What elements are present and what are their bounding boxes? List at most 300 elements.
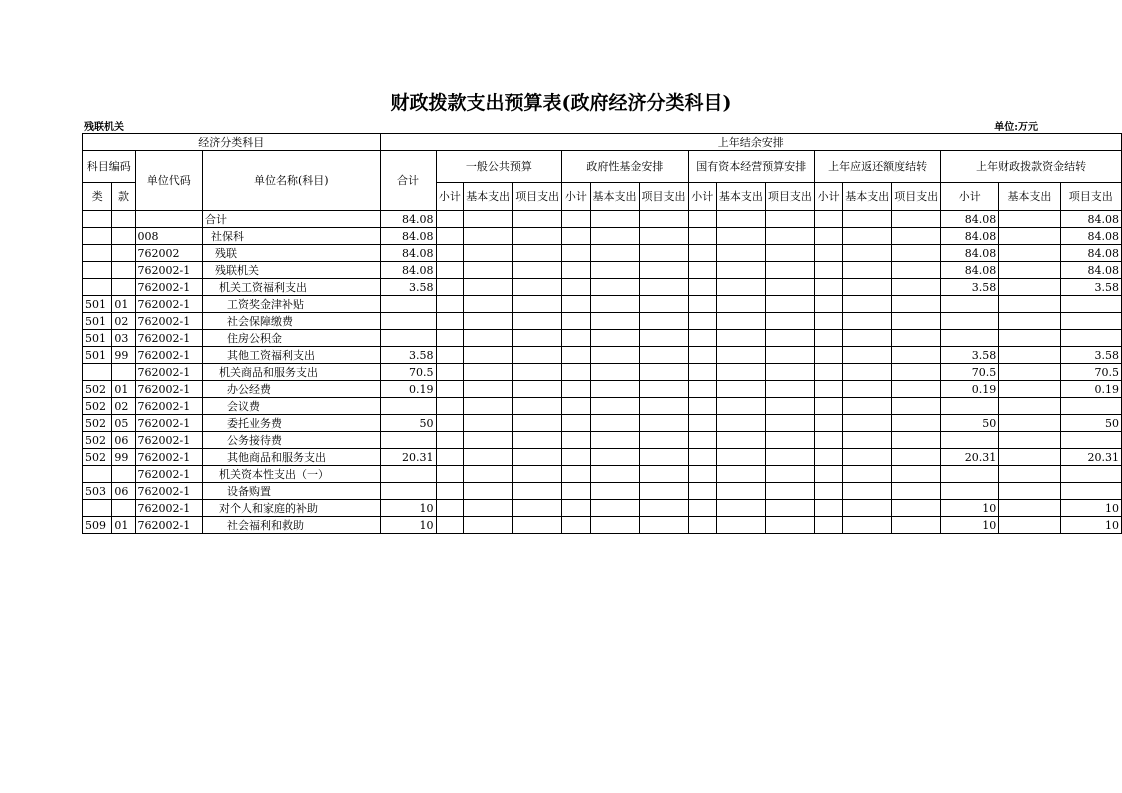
carryover-project-cell [1060,483,1121,500]
lei-cell: 501 [83,347,112,364]
lei-cell [83,364,112,381]
carryover-basic-cell [999,398,1060,415]
unit-name-cell: 机关工资福利支出 [202,279,380,296]
lei-cell [83,466,112,483]
empty-cell [688,211,716,228]
header-row-1 [83,134,1122,151]
empty-cell [590,347,639,364]
empty-cell [436,347,464,364]
empty-cell [843,466,892,483]
carryover-basic-cell [999,245,1060,262]
total-cell: 50 [380,415,436,432]
empty-cell [716,296,765,313]
empty-cell [843,347,892,364]
empty-cell [814,262,842,279]
empty-cell [513,500,562,517]
empty-cell [562,279,590,296]
empty-cell [464,211,513,228]
empty-cell [562,245,590,262]
carryover-subtotal-cell: 84.08 [941,262,999,279]
empty-cell [639,279,688,296]
empty-cell [639,262,688,279]
empty-cell [765,415,814,432]
empty-cell [765,279,814,296]
unit-name-cell: 委托业务费 [202,415,380,432]
empty-cell [436,466,464,483]
table-row [83,211,1122,228]
empty-cell [562,347,590,364]
empty-cell [814,466,842,483]
empty-cell [814,245,842,262]
empty-cell [892,398,941,415]
empty-cell [814,381,842,398]
empty-cell [464,364,513,381]
kuan-cell: 01 [112,381,135,398]
empty-cell [843,313,892,330]
empty-cell [892,432,941,449]
empty-cell [464,279,513,296]
carryover-basic-cell [999,330,1060,347]
empty-cell [765,313,814,330]
empty-cell [436,330,464,347]
empty-cell [843,500,892,517]
empty-cell [843,398,892,415]
carryover-project-cell: 84.08 [1060,211,1121,228]
kuan-cell [112,364,135,381]
carryover-project-cell: 84.08 [1060,245,1121,262]
unit-code-cell: 762002 [135,245,202,262]
empty-cell [639,483,688,500]
unit-name-cell: 社会保障缴费 [202,313,380,330]
lei-cell: 501 [83,313,112,330]
organization-label: 残联机关 [84,122,124,133]
empty-cell [765,500,814,517]
empty-cell [513,483,562,500]
empty-cell [436,483,464,500]
carryover-basic-cell [999,432,1060,449]
empty-cell [639,517,688,534]
empty-cell [765,296,814,313]
empty-cell [562,398,590,415]
general-subtotal-header: 小计 [436,183,464,211]
kuan-cell: 03 [112,330,135,347]
carryover-subtotal-cell [941,313,999,330]
table-row [83,517,1122,534]
empty-cell [590,262,639,279]
empty-cell [814,364,842,381]
unit-code-cell: 762002-1 [135,381,202,398]
carryover-subtotal-cell [941,296,999,313]
empty-cell [464,449,513,466]
unit-name-cell: 住房公积金 [202,330,380,347]
unit-code-cell: 762002-1 [135,517,202,534]
empty-cell [436,313,464,330]
carryover-project-cell: 20.31 [1060,449,1121,466]
unit-name-cell: 会议费 [202,398,380,415]
empty-cell [639,398,688,415]
empty-cell [892,517,941,534]
unit-name-cell: 对个人和家庭的补助 [202,500,380,517]
carryover-subtotal-cell: 84.08 [941,211,999,228]
carryover-project-cell: 10 [1060,500,1121,517]
empty-cell [688,449,716,466]
total-cell: 84.08 [380,262,436,279]
empty-cell [562,415,590,432]
empty-cell [639,228,688,245]
lei-cell: 503 [83,483,112,500]
table-row [83,347,1122,364]
carryover-basic-cell [999,364,1060,381]
empty-cell [562,228,590,245]
empty-cell [513,364,562,381]
lei-cell: 502 [83,449,112,466]
carryover-project-cell: 3.58 [1060,347,1121,364]
empty-cell [688,347,716,364]
empty-cell [513,466,562,483]
empty-cell [716,432,765,449]
kuan-cell [112,466,135,483]
carryover-basic-cell [999,517,1060,534]
empty-cell [688,381,716,398]
carryover-project-cell: 50 [1060,415,1121,432]
empty-cell [688,432,716,449]
empty-cell [464,432,513,449]
unit-name-cell: 办公经费 [202,381,380,398]
table-row [83,364,1122,381]
table-row [83,432,1122,449]
empty-cell [436,364,464,381]
empty-cell [892,262,941,279]
empty-cell [562,517,590,534]
empty-cell [892,245,941,262]
empty-cell [562,466,590,483]
empty-cell [892,313,941,330]
empty-cell [843,415,892,432]
empty-cell [892,449,941,466]
empty-cell [716,398,765,415]
empty-cell [513,245,562,262]
table-row [83,415,1122,432]
empty-cell [814,313,842,330]
empty-cell [513,381,562,398]
unit-code-cell: 762002-1 [135,483,202,500]
fund-basic-header: 基本支出 [590,183,639,211]
carryover-basic-cell [999,347,1060,364]
empty-cell [688,228,716,245]
empty-cell [765,449,814,466]
empty-cell [639,381,688,398]
empty-cell [843,364,892,381]
carryover-project-cell [1060,398,1121,415]
refund-project-header: 项目支出 [892,183,941,211]
unit-code-cell: 762002-1 [135,313,202,330]
empty-cell [814,500,842,517]
empty-cell [464,313,513,330]
empty-cell [464,466,513,483]
total-cell: 0.19 [380,381,436,398]
empty-cell [590,466,639,483]
lei-cell [83,245,112,262]
empty-cell [639,245,688,262]
carryover-basic-cell [999,313,1060,330]
empty-cell [590,381,639,398]
empty-cell [513,398,562,415]
empty-cell [814,279,842,296]
empty-cell [464,398,513,415]
lei-cell: 502 [83,398,112,415]
unit-name-header: 单位名称(科目) [202,151,380,211]
empty-cell [436,449,464,466]
empty-cell [814,330,842,347]
carryover-project-header: 项目支出 [1060,183,1121,211]
empty-cell [688,330,716,347]
empty-cell [716,347,765,364]
empty-cell [464,245,513,262]
empty-cell [892,381,941,398]
empty-cell [639,296,688,313]
table-row [83,279,1122,296]
econ-group-header: 经济分类科目 [83,134,381,151]
table-row [83,228,1122,245]
empty-cell [464,381,513,398]
empty-cell [814,449,842,466]
empty-cell [513,228,562,245]
carryover-project-cell: 0.19 [1060,381,1121,398]
empty-cell [843,483,892,500]
empty-cell [590,415,639,432]
carryover-basic-cell [999,415,1060,432]
carryover-project-cell: 84.08 [1060,228,1121,245]
empty-cell [765,330,814,347]
carryover-basic-cell [999,296,1060,313]
empty-cell [688,364,716,381]
empty-cell [843,432,892,449]
total-cell: 10 [380,500,436,517]
empty-cell [814,415,842,432]
subject-code-header: 科目编码 [83,151,136,183]
carryover-subtotal-cell: 3.58 [941,347,999,364]
table-row [83,381,1122,398]
empty-cell [590,245,639,262]
kuan-cell: 05 [112,415,135,432]
empty-cell [436,228,464,245]
empty-cell [590,398,639,415]
empty-cell [513,415,562,432]
empty-cell [688,279,716,296]
empty-cell [892,228,941,245]
empty-cell [843,279,892,296]
budget-table [82,133,1122,534]
carryover-basic-cell [999,262,1060,279]
empty-cell [464,296,513,313]
carryover-basic-cell [999,466,1060,483]
total-cell [380,313,436,330]
carryover-subtotal-cell: 84.08 [941,228,999,245]
carryover-basic-cell [999,449,1060,466]
empty-cell [562,449,590,466]
carryover-project-cell: 70.5 [1060,364,1121,381]
empty-cell [562,432,590,449]
empty-cell [513,211,562,228]
lei-cell: 502 [83,381,112,398]
kuan-cell: 99 [112,347,135,364]
empty-cell [513,449,562,466]
empty-cell [716,466,765,483]
empty-cell [843,228,892,245]
total-cell: 70.5 [380,364,436,381]
empty-cell [765,211,814,228]
total-header: 合计 [380,151,436,211]
empty-cell [843,245,892,262]
lei-cell: 501 [83,330,112,347]
empty-cell [688,517,716,534]
empty-cell [892,483,941,500]
unit-name-cell: 社会福利和救助 [202,517,380,534]
kuan-cell [112,228,135,245]
empty-cell [562,296,590,313]
empty-cell [892,347,941,364]
unit-name-cell: 残联 [202,245,380,262]
carryover-basic-header: 基本支出 [999,183,1060,211]
empty-cell [765,228,814,245]
carryover-project-cell: 10 [1060,517,1121,534]
kuan-cell [112,279,135,296]
unit-code-cell: 762002-1 [135,398,202,415]
empty-cell [814,517,842,534]
lei-cell [83,262,112,279]
gov-fund-header: 政府性基金安排 [562,151,688,183]
unit-code-cell: 762002-1 [135,466,202,483]
carryover-basic-cell [999,500,1060,517]
empty-cell [892,466,941,483]
empty-cell [590,432,639,449]
prev-group-header: 上年结余安排 [380,134,1121,151]
empty-cell [716,500,765,517]
empty-cell [716,330,765,347]
unit-name-cell: 社保科 [202,228,380,245]
table-row [83,262,1122,279]
empty-cell [464,347,513,364]
kuan-cell [112,262,135,279]
general-basic-header: 基本支出 [464,183,513,211]
empty-cell [843,381,892,398]
empty-cell [814,398,842,415]
total-cell [380,466,436,483]
empty-cell [562,330,590,347]
total-cell: 84.08 [380,211,436,228]
empty-cell [716,262,765,279]
carryover-basic-cell [999,211,1060,228]
carryover-subtotal-cell: 0.19 [941,381,999,398]
empty-cell [562,381,590,398]
carryover-subtotal-cell: 84.08 [941,245,999,262]
empty-cell [590,313,639,330]
fiscal-carryover-header: 上年财政拨款资金结转 [941,151,1122,183]
empty-cell [716,364,765,381]
kuan-cell: 99 [112,449,135,466]
empty-cell [688,245,716,262]
empty-cell [843,449,892,466]
carryover-project-cell [1060,330,1121,347]
empty-cell [639,500,688,517]
empty-cell [464,330,513,347]
empty-cell [513,432,562,449]
carryover-subtotal-cell [941,330,999,347]
lei-header: 类 [83,183,112,211]
table-row [83,500,1122,517]
empty-cell [590,483,639,500]
empty-cell [590,279,639,296]
empty-cell [716,483,765,500]
empty-cell [843,330,892,347]
empty-cell [590,296,639,313]
lei-cell [83,228,112,245]
carryover-project-cell: 3.58 [1060,279,1121,296]
table-row [83,398,1122,415]
capital-project-header: 项目支出 [765,183,814,211]
empty-cell [892,364,941,381]
table-body [83,211,1122,534]
kuan-cell: 01 [112,517,135,534]
refund-quota-header: 上年应返还额度结转 [814,151,940,183]
unit-name-cell: 机关商品和服务支出 [202,364,380,381]
empty-cell [436,279,464,296]
empty-cell [590,228,639,245]
empty-cell [765,432,814,449]
empty-cell [436,381,464,398]
empty-cell [562,364,590,381]
empty-cell [765,262,814,279]
empty-cell [513,296,562,313]
total-cell: 84.08 [380,228,436,245]
empty-cell [562,313,590,330]
empty-cell [688,398,716,415]
empty-cell [436,262,464,279]
table-row [83,296,1122,313]
table-row [83,449,1122,466]
kuan-header: 款 [112,183,135,211]
lei-cell: 502 [83,415,112,432]
carryover-basic-cell [999,279,1060,296]
empty-cell [513,313,562,330]
capital-basic-header: 基本支出 [716,183,765,211]
carryover-subtotal-header: 小计 [941,183,999,211]
empty-cell [464,517,513,534]
empty-cell [513,517,562,534]
carryover-subtotal-cell: 10 [941,500,999,517]
empty-cell [688,313,716,330]
empty-cell [590,330,639,347]
unit-name-cell: 合计 [202,211,380,228]
empty-cell [688,415,716,432]
carryover-subtotal-cell: 20.31 [941,449,999,466]
empty-cell [843,517,892,534]
empty-cell [639,466,688,483]
empty-cell [436,415,464,432]
unit-name-cell: 机关资本性支出（一） [202,466,380,483]
empty-cell [765,381,814,398]
carryover-subtotal-cell [941,483,999,500]
unit-name-cell: 工资奖金津补贴 [202,296,380,313]
unit-code-cell [135,211,202,228]
empty-cell [464,500,513,517]
empty-cell [765,517,814,534]
empty-cell [716,228,765,245]
capital-subtotal-header: 小计 [688,183,716,211]
empty-cell [814,228,842,245]
empty-cell [765,483,814,500]
empty-cell [814,296,842,313]
